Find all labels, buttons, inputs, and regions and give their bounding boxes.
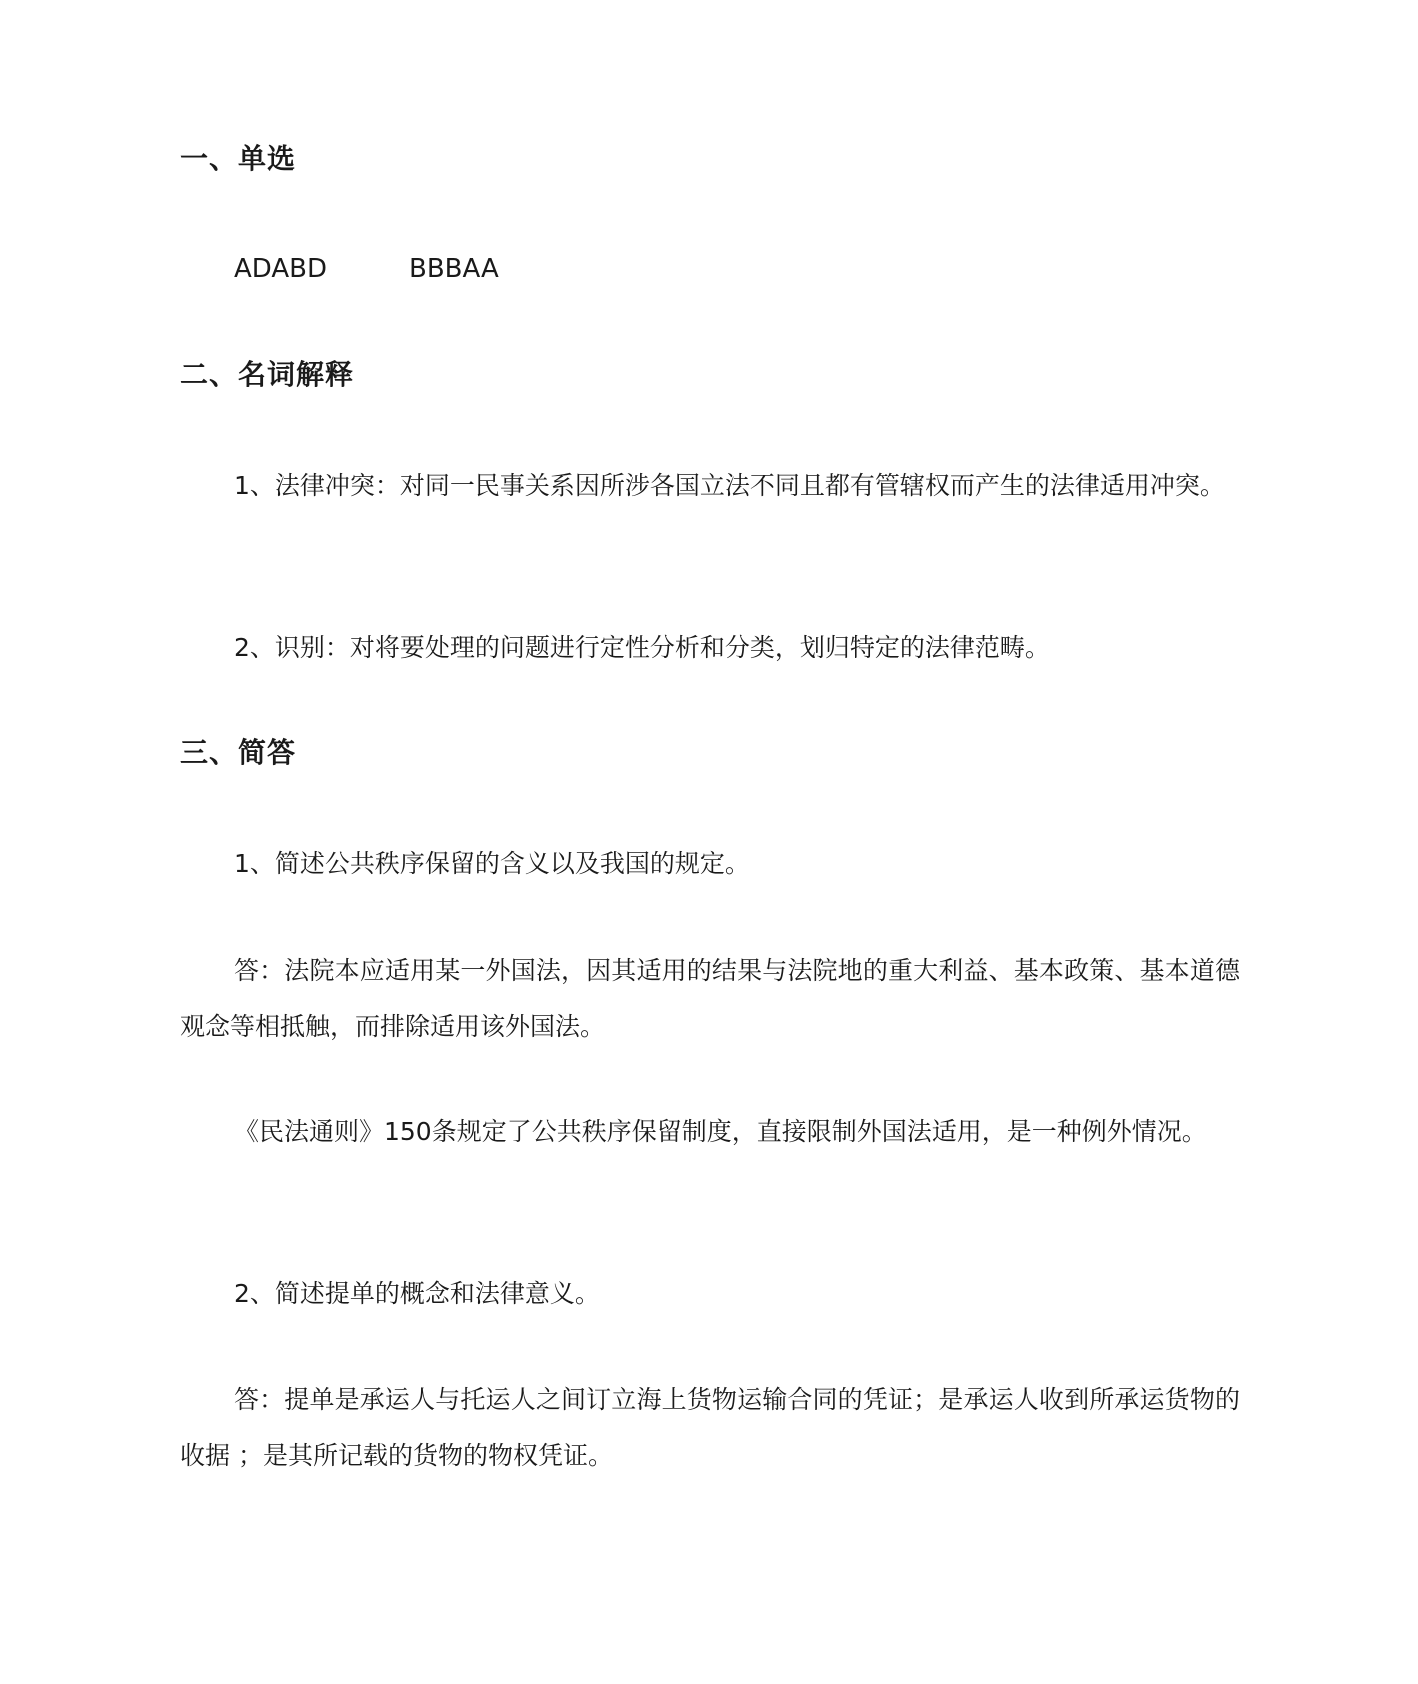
term-item-identification: 2、识别：对将要处理的问题进行定性分析和分类，划归特定的法律范畴。 bbox=[234, 633, 1050, 662]
answer-civil-code-article: 《民法通则》150条规定了公共秩序保留制度，直接限制外国法适用，是一种例外情况。 bbox=[234, 1117, 1207, 1146]
answer-group-1: ADABD bbox=[234, 254, 327, 284]
term-item-legal-conflict: 1、法律冲突：对同一民事关系因所涉各国立法不同且都有管辖权而产生的法律适用冲突。 bbox=[234, 471, 1225, 500]
section-heading-short-answer: 三、简答 bbox=[180, 736, 297, 769]
question-bill-of-lading: 2、简述提单的概念和法律意义。 bbox=[234, 1279, 600, 1308]
answer-bill-of-lading: 答：提单是承运人与托运人之间订立海上货物运输合同的凭证；是承运人收到所承运货物的收据 ；是其所记载的货物的物权凭证。 bbox=[180, 1385, 1240, 1470]
section-heading-term-explanation: 二、名词解释 bbox=[180, 358, 355, 391]
section-heading-single-choice: 一、单选 bbox=[180, 142, 297, 175]
answer-group-2: BBBAA bbox=[409, 254, 499, 284]
question-public-order: 1、简述公共秩序保留的含义以及我国的规定。 bbox=[234, 849, 750, 878]
answer-public-order: 答：法院本应适用某一外国法，因其适用的结果与法院地的重大利益、基本政策、基本道德观念等相抵触，而排除适用该外国法。 bbox=[180, 956, 1240, 1041]
